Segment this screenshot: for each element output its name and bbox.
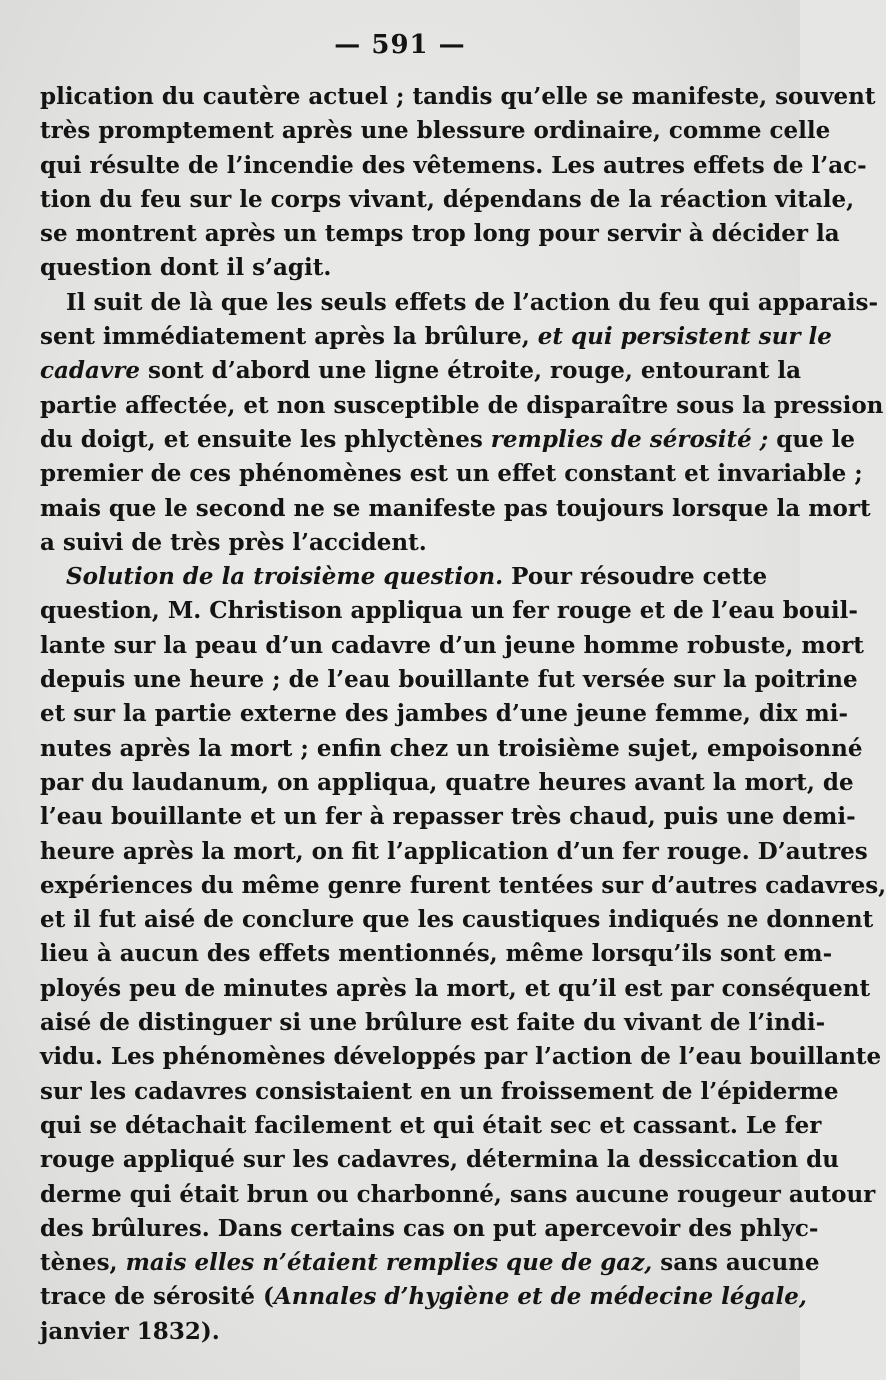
text-line	[40, 114, 831, 148]
text-segment: qui résulte de l’incendie des vêtemens. Les autres effets de l’ac-	[40, 151, 867, 179]
text-line	[40, 869, 886, 903]
text-line	[40, 149, 867, 183]
text-line	[40, 663, 858, 697]
page-number: — 591 —	[334, 30, 466, 60]
italic-segment: et qui persistent sur le	[537, 323, 832, 351]
text-segment: vidu. Les phénomènes développés par l’action de l’eau bouillante	[40, 1043, 882, 1071]
text-line	[40, 560, 768, 594]
text-segment: très promptement après une blessure ordinaire, comme celle	[40, 117, 831, 145]
text-segment: nutes après la mort ; enfin chez un troisième sujet, empoisonné	[40, 734, 863, 762]
text-line	[40, 217, 840, 251]
text-segment: ployés peu de minutes après la mort, et qu’il est par conséquent	[40, 974, 871, 1002]
text-line	[40, 286, 879, 320]
text-segment: trace de sérosité (	[40, 1283, 274, 1311]
text-line	[40, 423, 856, 457]
text-segment: et il fut aisé de conclure que les caustiques indiqués ne donnent	[40, 906, 874, 934]
text-segment: depuis une heure ; de l’eau bouillante fut versée sur la poitrine	[40, 666, 858, 694]
text-line	[40, 697, 849, 731]
text-line	[40, 594, 858, 628]
italic-segment: cadavre	[40, 357, 141, 385]
text-line	[40, 320, 832, 354]
text-line	[40, 903, 874, 937]
text-segment: derme qui était brun ou charbonné, sans aucune rougeur autour	[40, 1180, 876, 1208]
text-segment: et sur la partie externe des jambes d’une jeune femme, dix mi-	[40, 700, 849, 728]
text-segment: Pour résoudre cette	[503, 563, 768, 591]
text-line	[40, 389, 884, 423]
text-line	[40, 937, 833, 971]
text-segment: sent immédiatement après la brûlure,	[40, 323, 538, 351]
page-body-text	[40, 80, 886, 1349]
text-segment: qui se détachait facilement et qui était sec et cassant. Le fer	[40, 1111, 822, 1139]
text-segment: tènes,	[40, 1249, 126, 1277]
text-segment: se montrent après un temps trop long pour servir à décider la	[40, 220, 840, 248]
text-segment: aisé de distinguer si une brûlure est faite du vivant de l’indi-	[40, 1009, 826, 1037]
text-segment: sur les cadavres consistaient en un froissement de l’épiderme	[40, 1077, 839, 1105]
text-line	[40, 354, 801, 388]
text-segment: sans aucune	[652, 1249, 820, 1277]
text-line	[40, 1212, 819, 1246]
text-line	[40, 1040, 882, 1074]
text-segment: partie affectée, et non susceptible de disparaître sous la pression	[40, 391, 884, 419]
text-line	[40, 766, 854, 800]
text-line	[40, 629, 864, 663]
text-line	[40, 1006, 826, 1040]
text-segment: Il suit de là que les seuls effets de l’action du feu qui apparais-	[66, 288, 879, 316]
text-line	[40, 972, 871, 1006]
text-segment: des brûlures. Dans certains cas on put apercevoir des phlyc-	[40, 1214, 819, 1242]
text-segment: premier de ces phénomènes est un effet constant et invariable ;	[40, 460, 863, 488]
text-line	[40, 457, 863, 491]
text-line	[40, 1280, 807, 1314]
text-line	[40, 80, 876, 114]
italic-segment: mais elles n’étaient remplies que de gaz,	[125, 1249, 653, 1277]
text-segment: lieu à aucun des effets mentionnés, même lorsqu’ils sont em-	[40, 940, 833, 968]
text-line	[40, 183, 855, 217]
text-segment: a suivi de très près l’accident.	[40, 528, 427, 556]
text-segment: du doigt, et ensuite les phlyctènes	[40, 425, 491, 453]
text-line	[40, 732, 863, 766]
text-segment: lante sur la peau d’un cadavre d’un jeune homme robuste, mort	[40, 631, 864, 659]
italic-segment: remplies de sérosité ;	[490, 425, 769, 453]
text-line	[40, 1178, 876, 1212]
text-segment: plication du cautère actuel ; tandis qu’elle se manifeste, souvent	[40, 83, 876, 110]
text-line	[40, 835, 868, 869]
text-line	[40, 251, 760, 285]
text-segment: question, M. Christison appliqua un fer rouge et de l’eau bouil-	[40, 597, 858, 625]
text-segment: expériences du même genre furent tentées sur d’autres cadavres,	[40, 871, 886, 899]
text-segment: par du laudanum, on appliqua, quatre heures avant la mort, de	[40, 768, 854, 796]
text-line	[40, 800, 856, 834]
text-segment: tion du feu sur le corps vivant, dépendans de la réaction vitale,	[40, 185, 855, 213]
text-line	[40, 1246, 820, 1280]
italic-segment: Solution de la troisième question.	[66, 563, 504, 591]
text-line	[40, 1143, 839, 1177]
text-line	[40, 526, 760, 560]
text-segment: janvier 1832).	[40, 1317, 220, 1345]
text-segment: sont d’abord une ligne étroite, rouge, entourant la	[140, 357, 801, 385]
text-segment: question dont il s’agit.	[40, 254, 332, 282]
text-line	[40, 1109, 822, 1143]
text-line	[40, 1315, 760, 1349]
italic-segment: Annales d’hygiène et de médecine légale,	[273, 1283, 807, 1311]
text-line	[40, 492, 871, 526]
text-segment: heure après la mort, on fit l’application d’un fer rouge. D’autres	[40, 837, 868, 865]
text-segment: rouge appliqué sur les cadavres, détermina la dessiccation du	[40, 1146, 839, 1174]
text-segment: l’eau bouillante et un fer à repasser très chaud, puis une demi-	[40, 803, 856, 831]
text-line	[40, 1075, 839, 1109]
text-segment: que le	[768, 425, 856, 453]
text-segment: mais que le second ne se manifeste pas toujours lorsque la mort	[40, 494, 871, 522]
